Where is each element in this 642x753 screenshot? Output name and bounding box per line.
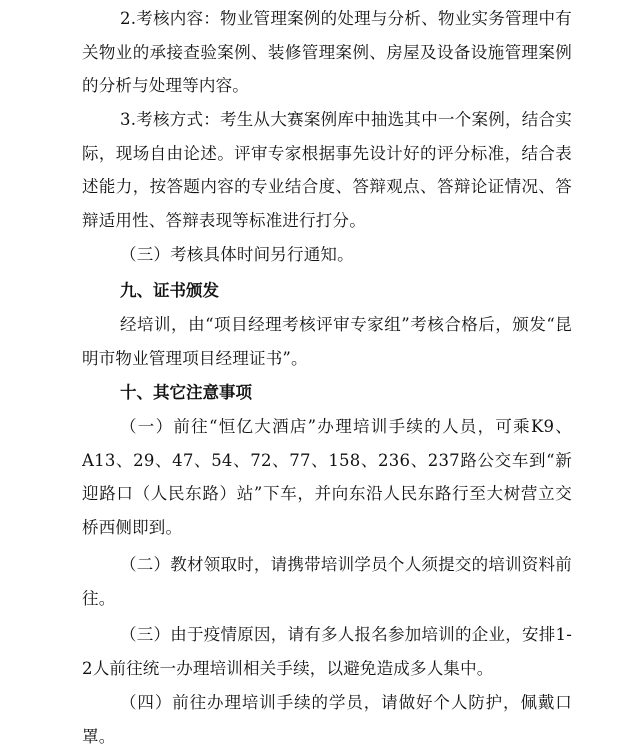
heading-certificate: 九、证书颁发 xyxy=(120,281,219,300)
paragraph-assessment-content: 2.考核内容：物业管理案例的处理与分析、物业实务管理中有关物业的承接查验案例、装修管理案例、房屋及设备设施管理案例的分析与处理等内容。 xyxy=(82,9,572,95)
paragraph-assessment-time: （三）考核具体时间另行通知。 xyxy=(120,245,354,264)
paragraph-note-transport: （一）前往“恒亿大酒店”办理培训手续的人员，可乘K9、A13、29、47、54、72、77、158、236、237路公交车到“新迎路口（人民东路）站”下车，并向东沿人民东路行至大树营立交桥西侧即到。 xyxy=(82,417,572,537)
paragraph-assessment-method: 3.考核方式：考生从大赛案例库中抽选其中一个案例，结合实际，现场自由论述。评审专家根据事先设计好的评分标准，结合表述能力，按答题内容的专业结合度、答辩观点、答辩论证情况、答辩适用性、答辩表现等标准进行打分。 xyxy=(82,110,572,230)
paragraph-certificate: 经培训，由“项目经理考核评审专家组”考核合格后，颁发“昆明市物业管理项目经理证书”。 xyxy=(82,315,572,368)
paragraph-note-materials: （二）教材领取时，请携带培训学员个人须提交的培训资料前往。 xyxy=(82,555,572,608)
paragraph-note-protection: （四）前往办理培训手续的学员，请做好个人防护，佩戴口罩。 xyxy=(82,693,572,746)
paragraph-note-epidemic: （三）由于疫情原因，请有多人报名参加培训的企业，安排1-2人前往统一办理培训相关手续，以避免造成多人集中。 xyxy=(82,625,572,678)
heading-other-notes: 十、其它注意事项 xyxy=(120,383,252,402)
